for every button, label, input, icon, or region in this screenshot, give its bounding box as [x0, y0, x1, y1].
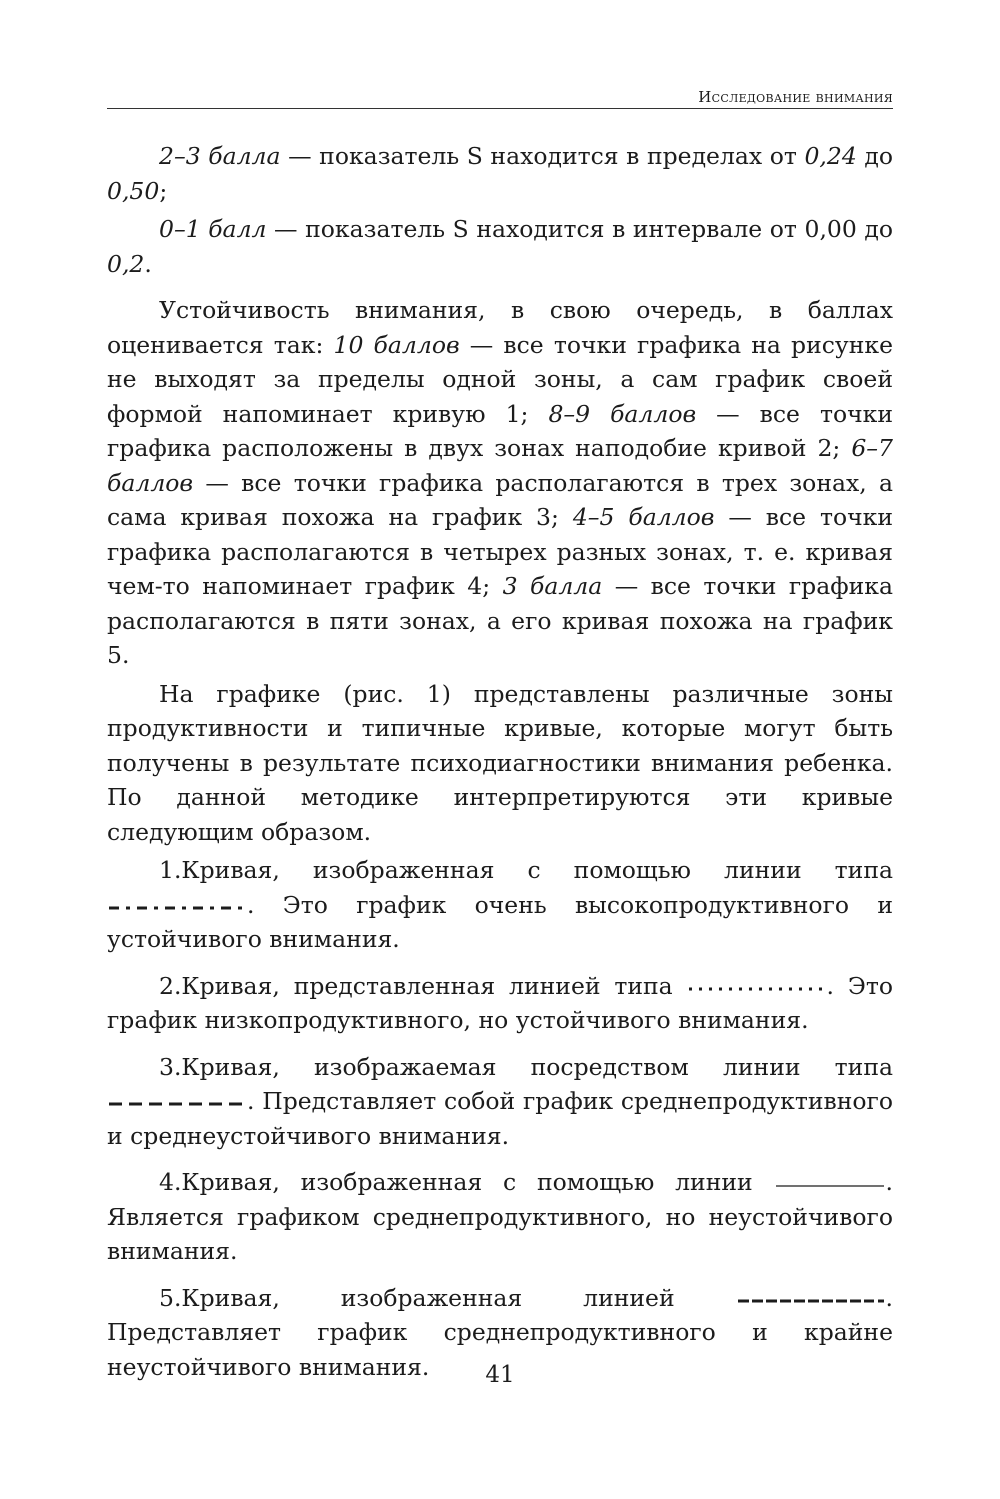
- score-paragraph-0-1: 0–1 балл — показатель S находится в интервале от 0,00 до 0,2.: [107, 215, 893, 278]
- score-paragraph-2-3: 2–3 балла — показатель S находится в пределах от 0,24 до 0,50;: [107, 142, 893, 205]
- running-header: Исследование внимания: [107, 86, 893, 109]
- stability-paragraph: Устойчивость внимания, в свою очередь, в баллах оценивается так: 10 баллов — все точки графика на рисунке не выходят за пределы одной зоны, а сам график своей формой напоминает кривую 1; 8–9 баллов — все точки графика расположены в двух зонах наподобие кривой 2; 6–7 баллов — все точки графика располагаются в трех зонах, а сама кривая похожа на график 3; 4–5 баллов — все точки графика располагаются в четырех разных зонах, т. е. кривая чем-то напоминает график 4; 3 балла — все точки графика располагаются в пяти зонах, а его кривая похожа на график 5.: [107, 296, 894, 669]
- line-sample-long-dash: [736, 1293, 886, 1305]
- list-item-1: 1.Кривая, изображенная с помощью линии типа . Это график очень высокопродуктивного и устойчивого внимания.: [107, 856, 893, 953]
- list-item-3: 3.Кривая, изображаемая посредством линии типа . Представляет собой график среднепродуктивного и среднеустойчивого внимания.: [107, 1052, 893, 1150]
- line-sample-dotted: [687, 981, 827, 993]
- list-item-5: 5.Кривая, изображенная линией . Представляет график среднепродуктивного и крайне неустойчивого внимания.: [107, 1283, 893, 1381]
- line-sample-dash-dot: [107, 900, 247, 912]
- list-item-4: 4.Кривая, изображенная с помощью линии . Является графиком среднепродуктивного, но неустойчивого внимания.: [107, 1168, 893, 1265]
- graph-intro-paragraph: На графике (рис. 1) представлены различные зоны продуктивности и типичные кривые, которые могут быть получены в результате психодиагностики внимания ребенка. По данной методике интерпретируются эти кривые следующим образом.: [107, 679, 893, 846]
- line-sample-solid: [774, 1177, 886, 1189]
- page-number: 41: [485, 1362, 515, 1388]
- page-body: [107, 139, 893, 1396]
- score-label: 2–3 балла: [159, 142, 281, 170]
- score-label: 0–1 балл: [159, 215, 267, 243]
- list-item-2: 2.Кривая, представленная линией типа . Это график низкопродуктивного, но устойчивого внимания.: [107, 971, 893, 1034]
- line-sample-dashed: [107, 1096, 247, 1108]
